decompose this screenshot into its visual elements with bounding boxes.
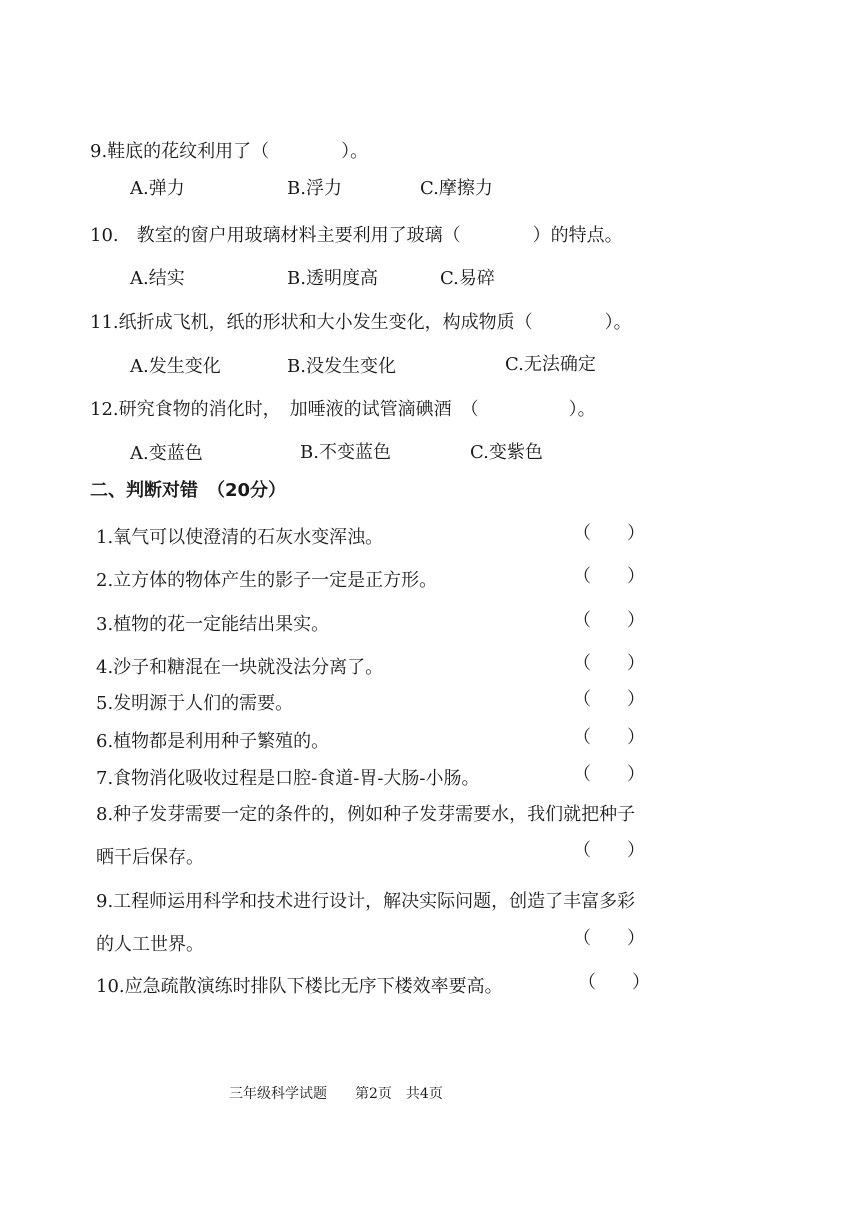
answer-blank-5: （ ） [573,689,645,710]
question-9: 9.鞋底的花纹利用了（ ）。 [90,141,369,162]
question-12: 12.研究食物的消化时， 加唾液的试管滴碘酒 （ ）。 [90,399,596,420]
judge-item-9-line-1: 9.工程师运用科学和技术进行设计，解决实际问题，创造了丰富多彩 [96,891,636,912]
question-10: 10. 教室的窗户用玻璃材料主要利用了玻璃（ ）的特点。 [90,225,623,246]
judge-item-8-line-1: 8.种子发芽需要一定的条件的，例如种子发芽需要水，我们就把种子 [96,804,636,825]
answer-blank-7: （ ） [573,764,645,785]
q11-option-b: B.没发生变化 [287,356,396,377]
answer-blank-9: （ ） [573,928,645,949]
judge-item-7: 7.食物消化吸收过程是口腔-食道-胃-大肠-小肠。 [96,768,480,789]
answer-blank-8: （ ） [573,840,645,861]
q9-option-b: B.浮力 [287,178,342,199]
judge-item-6: 6.植物都是利用种子繁殖的。 [96,731,330,752]
answer-blank-10: （ ） [578,972,650,993]
q11-option-a: A.发生变化 [130,356,221,377]
judge-item-9-line-2: 的人工世界。 [96,934,204,955]
q12-option-b: B.不变蓝色 [300,442,391,463]
q10-option-b: B.透明度高 [287,268,378,289]
q10-option-a: A.结实 [130,268,185,289]
answer-blank-3: （ ） [573,610,645,631]
answer-blank-4: （ ） [573,653,645,674]
judge-item-3: 3.植物的花一定能结出果实。 [96,614,330,635]
question-11: 11.纸折成飞机，纸的形状和大小发生变化，构成物质（ ）。 [90,312,632,333]
judge-item-2: 2.立方体的物体产生的影子一定是正方形。 [96,570,438,591]
judge-item-4: 4.沙子和糖混在一块就没法分离了。 [96,657,384,678]
judge-item-1: 1.氧气可以使澄清的石灰水变浑浊。 [96,527,384,548]
q9-option-a: A.弹力 [130,178,185,199]
q11-option-c: C.无法确定 [505,354,596,375]
judge-item-5: 5.发明源于人们的需要。 [96,693,294,714]
q9-option-c: C.摩擦力 [420,178,493,199]
answer-blank-6: （ ） [573,727,645,748]
q10-option-c: C.易碎 [440,268,495,289]
q12-option-c: C.变紫色 [470,442,543,463]
judge-item-10: 10.应急疏散演练时排队下楼比无序下楼效率要高。 [96,976,503,997]
section-title: 二、判断对错 （20分） [90,480,287,501]
page-footer: 三年级科学试题 第2页 共4页 [229,1086,443,1102]
q12-option-a: A.变蓝色 [130,443,203,464]
answer-blank-2: （ ） [573,566,645,587]
answer-blank-1: （ ） [573,523,645,544]
judge-item-8-line-2: 晒干后保存。 [96,847,204,868]
